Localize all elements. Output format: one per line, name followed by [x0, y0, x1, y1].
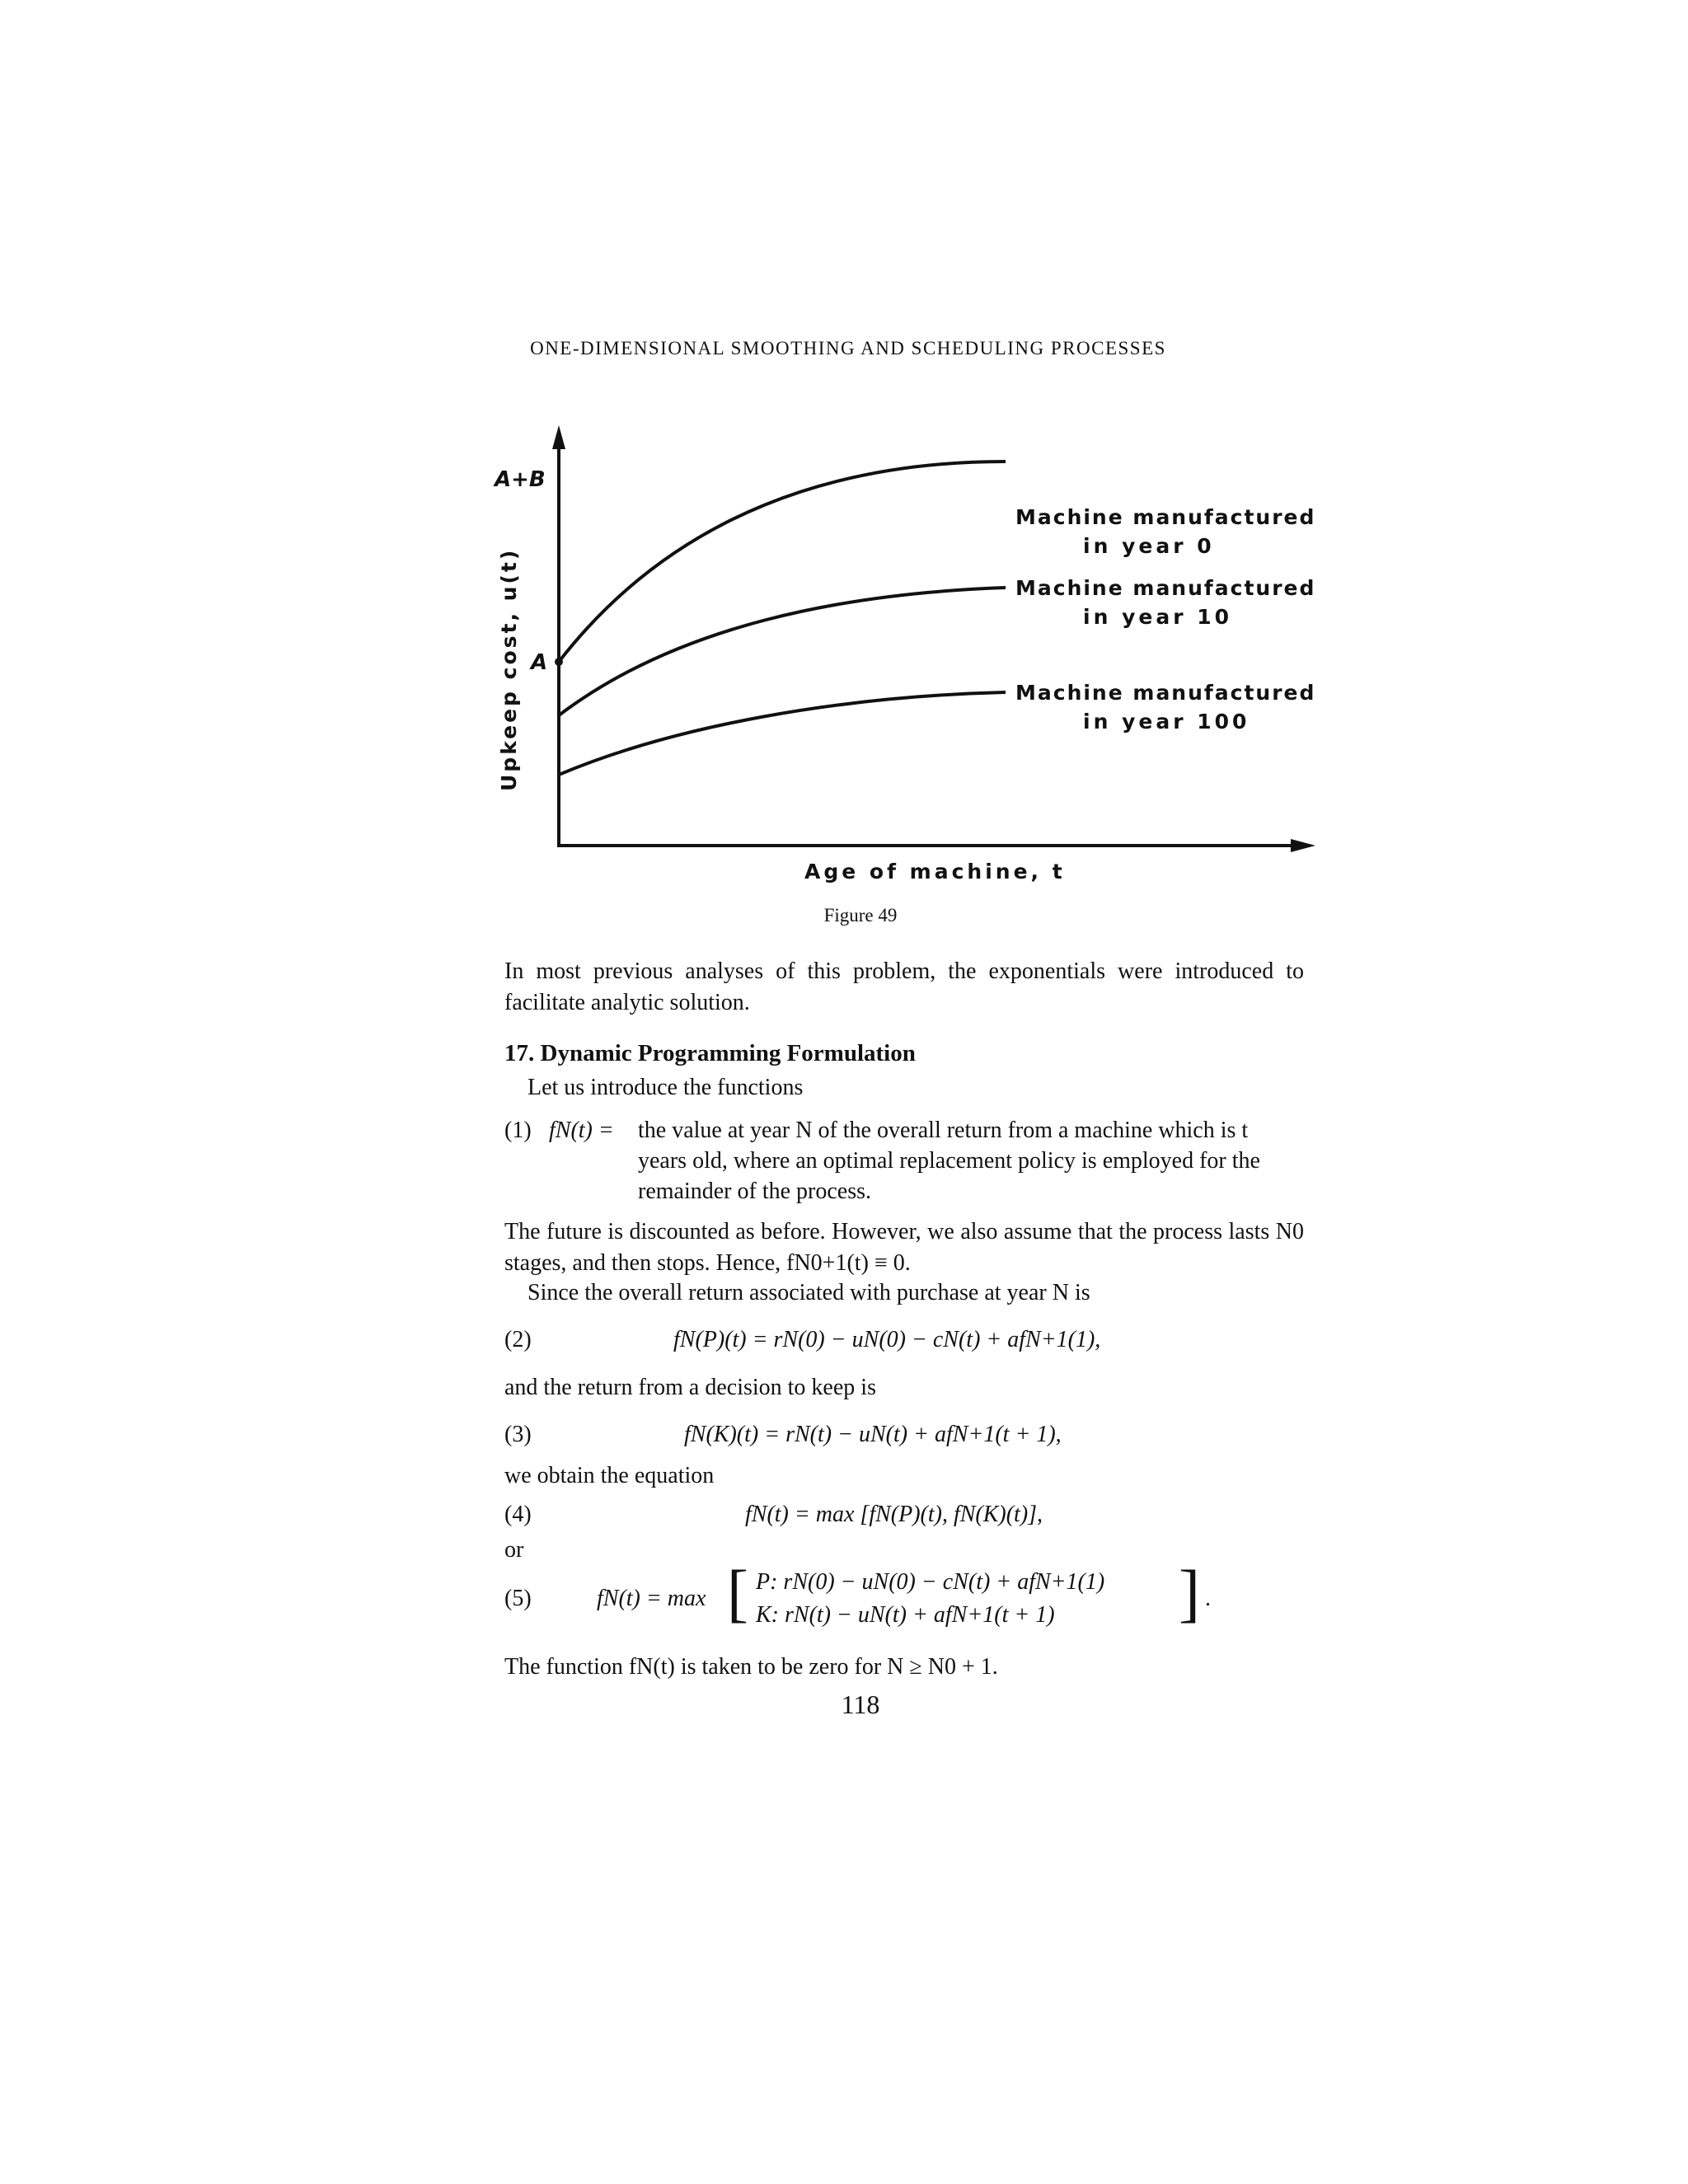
or-text: or — [504, 1537, 524, 1563]
paragraph-5: and the return from a decision to keep is — [504, 1375, 876, 1400]
eq4-body: fN(t) = max [fN(P)(t), fN(K)(t)], — [745, 1502, 1043, 1527]
tick-a-plus-b: A+B — [495, 467, 546, 492]
figure-caption: Figure 49 — [823, 905, 898, 926]
equation-2 — [504, 1327, 1304, 1360]
y-axis-label: Upkeep cost, u(t) — [497, 547, 521, 791]
x-axis-label: Age of machine, t — [804, 860, 1066, 883]
running-head: ONE-DIMENSIONAL SMOOTHING AND SCHEDULING PROCESSES — [530, 338, 1166, 359]
def-text: the value at year N of the overall return from a machine which is t years old, where an optimal replacement policy is employed for the remainder of the process. — [638, 1118, 1260, 1204]
eq4-number: (4) — [504, 1502, 532, 1527]
eq5-number: (5) — [504, 1586, 532, 1611]
paragraph-3: The future is discounted as before. However, we also assume that the process lasts N0 stages, and then stops. Hence, fN0+1(t) ≡ 0. — [504, 1219, 1304, 1276]
eq5-period: . — [1205, 1586, 1211, 1611]
section-title: 17. Dynamic Programming Formulation — [504, 1040, 916, 1066]
tick-a: A — [531, 650, 548, 675]
curve-label-10-line1: Machine manufactured — [1015, 576, 1316, 600]
eq5-row-1: P: rN(0) − uN(0) − cN(t) + afN+1(1) — [756, 1569, 1105, 1595]
curve-label-10-line2: in year 10 — [1083, 605, 1233, 629]
eq5-right-bracket: ] — [1179, 1557, 1200, 1629]
eq5-lhs: fN(t) = max — [597, 1586, 706, 1611]
eq2-body: fN(P)(t) = rN(0) − uN(0) − cN(t) + afN+1(1), — [673, 1327, 1101, 1352]
curve-year-100 — [559, 692, 1006, 775]
paragraph-6: we obtain the equation — [504, 1463, 715, 1488]
curve-year-0 — [559, 462, 1006, 662]
eq3-body: fN(K)(t) = rN(t) − uN(t) + afN+1(t + 1), — [684, 1422, 1062, 1447]
tick-a-point — [555, 658, 563, 666]
equation-5 — [504, 1557, 1304, 1640]
eq5-row-2: K: rN(t) − uN(t) + afN+1(t + 1) — [756, 1602, 1055, 1628]
paragraph-2: Let us introduce the functions — [528, 1075, 804, 1100]
def-lhs: fN(t) = — [549, 1118, 614, 1143]
eq5-left-bracket: [ — [727, 1557, 748, 1629]
paragraph-4: Since the overall return associated with purchase at year N is — [528, 1280, 1090, 1305]
curve-label-100-line2: in year 100 — [1083, 710, 1250, 733]
curve-label-0-line2: in year 0 — [1083, 534, 1215, 558]
def-number: (1) — [504, 1118, 532, 1143]
curve-label-100-line1: Machine manufactured — [1015, 681, 1316, 705]
paragraph-7: The function fN(t) is taken to be zero for N ≥ N0 + 1. — [504, 1654, 998, 1680]
paragraph-1: In most previous analyses of this problem, the exponentials were introduced to facilitate analytic solution. — [504, 958, 1304, 1015]
equation-3 — [504, 1422, 1304, 1455]
page-number: 118 — [841, 1690, 880, 1719]
equation-4 — [504, 1502, 1304, 1535]
eq2-number: (2) — [504, 1327, 532, 1352]
curve-label-0-line1: Machine manufactured — [1015, 505, 1316, 529]
figure-49 — [0, 0, 1688, 907]
x-axis-arrow — [1291, 839, 1315, 852]
eq3-number: (3) — [504, 1422, 532, 1447]
y-axis-arrow — [552, 425, 565, 449]
